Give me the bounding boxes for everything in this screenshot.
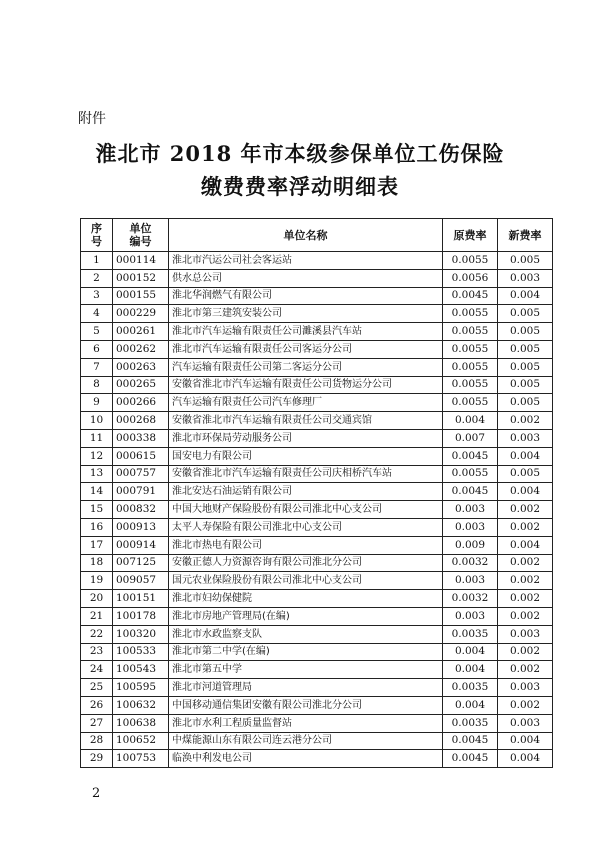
row-unit-name: 淮北市妇幼保健院: [169, 590, 443, 608]
table-row: [81, 643, 553, 661]
row-code: 100151: [113, 590, 169, 608]
row-old-rate: 0.004: [443, 643, 498, 661]
row-unit-name: 中国移动通信集团安徽有限公司淮北分公司: [169, 696, 443, 714]
row-new-rate: 0.002: [498, 696, 553, 714]
row-seq: 3: [81, 287, 113, 305]
table-row: [81, 536, 553, 554]
row-seq: 9: [81, 394, 113, 412]
row-unit-name: 淮北市汽车运输有限责任公司濉溪县汽车站: [169, 323, 443, 341]
row-old-rate: 0.007: [443, 429, 498, 447]
table-row: [81, 376, 553, 394]
row-unit-name: 淮北市热电有限公司: [169, 536, 443, 554]
row-old-rate: 0.0032: [443, 554, 498, 572]
row-code: 000914: [113, 536, 169, 554]
row-new-rate: 0.003: [498, 269, 553, 287]
page-number: 2: [92, 786, 101, 801]
row-old-rate: 0.0055: [443, 252, 498, 270]
row-old-rate: 0.0032: [443, 590, 498, 608]
row-code: 009057: [113, 572, 169, 590]
table-row: [81, 661, 553, 679]
row-unit-name: 临涣中利发电公司: [169, 750, 443, 768]
row-code: 000265: [113, 376, 169, 394]
row-code: 000268: [113, 412, 169, 430]
row-seq: 17: [81, 536, 113, 554]
row-unit-name: 安徽正德人力资源咨询有限公司淮北分公司: [169, 554, 443, 572]
row-new-rate: 0.002: [498, 412, 553, 430]
table-row: [81, 340, 553, 358]
table-row: [81, 429, 553, 447]
row-unit-name: 安徽省淮北市汽车运输有限责任公司货物运分公司: [169, 376, 443, 394]
row-new-rate: 0.003: [498, 429, 553, 447]
row-code: 000266: [113, 394, 169, 412]
row-code: 100533: [113, 643, 169, 661]
row-code: 100543: [113, 661, 169, 679]
row-unit-name: 汽车运输有限责任公司第二客运分公司: [169, 358, 443, 376]
row-new-rate: 0.002: [498, 643, 553, 661]
row-old-rate: 0.003: [443, 607, 498, 625]
row-new-rate: 0.003: [498, 625, 553, 643]
header-code: 单位 编号: [113, 219, 169, 252]
attachment-label: 附件: [78, 111, 106, 127]
row-unit-name: 淮北市第三建筑安装公司: [169, 305, 443, 323]
row-old-rate: 0.0055: [443, 323, 498, 341]
row-seq: 10: [81, 412, 113, 430]
header-row: [81, 219, 553, 252]
row-unit-name: 淮北市环保局劳动服务公司: [169, 429, 443, 447]
document-title-line-2: 缴费费率浮动明细表: [201, 174, 399, 199]
table-row: [81, 287, 553, 305]
row-old-rate: 0.004: [443, 412, 498, 430]
table-row: [81, 750, 553, 768]
row-new-rate: 0.002: [498, 554, 553, 572]
table-row: [81, 714, 553, 732]
row-unit-name: 淮北市水利工程质量监督站: [169, 714, 443, 732]
row-old-rate: 0.0055: [443, 358, 498, 376]
row-old-rate: 0.0055: [443, 340, 498, 358]
row-unit-name: 淮北市房地产管理局(在编): [169, 607, 443, 625]
row-new-rate: 0.005: [498, 376, 553, 394]
row-old-rate: 0.0035: [443, 714, 498, 732]
row-seq: 6: [81, 340, 113, 358]
row-old-rate: 0.0056: [443, 269, 498, 287]
row-unit-name: 中国大地财产保险股份有限公司淮北中心支公司: [169, 501, 443, 519]
row-unit-name: 淮北市第二中学(在编): [169, 643, 443, 661]
row-new-rate: 0.005: [498, 252, 553, 270]
row-code: 000757: [113, 465, 169, 483]
table-row: [81, 590, 553, 608]
header-new-rate: 新费率: [498, 219, 553, 252]
row-new-rate: 0.002: [498, 518, 553, 536]
row-code: 000155: [113, 287, 169, 305]
table-header: [81, 219, 553, 252]
row-seq: 22: [81, 625, 113, 643]
table-row: [81, 679, 553, 697]
table-row: [81, 465, 553, 483]
row-old-rate: 0.0055: [443, 376, 498, 394]
row-seq: 11: [81, 429, 113, 447]
row-code: 000615: [113, 447, 169, 465]
header-seq: 序 号: [81, 219, 113, 252]
row-seq: 23: [81, 643, 113, 661]
row-seq: 21: [81, 607, 113, 625]
table-row: [81, 732, 553, 750]
row-old-rate: 0.003: [443, 572, 498, 590]
row-seq: 8: [81, 376, 113, 394]
row-new-rate: 0.004: [498, 732, 553, 750]
row-seq: 15: [81, 501, 113, 519]
row-code: 100595: [113, 679, 169, 697]
row-seq: 7: [81, 358, 113, 376]
row-code: 100178: [113, 607, 169, 625]
row-old-rate: 0.0045: [443, 447, 498, 465]
row-old-rate: 0.0055: [443, 394, 498, 412]
document-title-line-1: 淮北市 2018 年市本级参保单位工伤保险: [95, 141, 505, 166]
row-code: 007125: [113, 554, 169, 572]
row-new-rate: 0.005: [498, 323, 553, 341]
row-code: 100638: [113, 714, 169, 732]
row-old-rate: 0.003: [443, 501, 498, 519]
table-row: [81, 518, 553, 536]
table-row: [81, 269, 553, 287]
row-old-rate: 0.0045: [443, 483, 498, 501]
row-seq: 19: [81, 572, 113, 590]
row-old-rate: 0.0045: [443, 732, 498, 750]
row-unit-name: 供水总公司: [169, 269, 443, 287]
row-unit-name: 淮北市河道管理局: [169, 679, 443, 697]
row-old-rate: 0.0035: [443, 625, 498, 643]
row-new-rate: 0.004: [498, 536, 553, 554]
row-seq: 25: [81, 679, 113, 697]
row-unit-name: 汽车运输有限责任公司汽车修理厂: [169, 394, 443, 412]
row-seq: 13: [81, 465, 113, 483]
header-name: 单位名称: [169, 219, 443, 252]
table-row: [81, 696, 553, 714]
row-seq: 27: [81, 714, 113, 732]
row-code: 000832: [113, 501, 169, 519]
row-code: 000913: [113, 518, 169, 536]
row-new-rate: 0.004: [498, 287, 553, 305]
row-code: 000114: [113, 252, 169, 270]
row-old-rate: 0.009: [443, 536, 498, 554]
row-seq: 4: [81, 305, 113, 323]
row-code: 100753: [113, 750, 169, 768]
row-new-rate: 0.005: [498, 394, 553, 412]
row-code: 000229: [113, 305, 169, 323]
table-row: [81, 625, 553, 643]
row-seq: 20: [81, 590, 113, 608]
row-new-rate: 0.005: [498, 340, 553, 358]
row-seq: 16: [81, 518, 113, 536]
row-unit-name: 国安电力有限公司: [169, 447, 443, 465]
row-old-rate: 0.003: [443, 518, 498, 536]
row-old-rate: 0.0035: [443, 679, 498, 697]
table-row: [81, 252, 553, 270]
row-new-rate: 0.002: [498, 590, 553, 608]
row-new-rate: 0.005: [498, 465, 553, 483]
row-seq: 18: [81, 554, 113, 572]
row-new-rate: 0.003: [498, 679, 553, 697]
row-old-rate: 0.0055: [443, 465, 498, 483]
row-code: 100632: [113, 696, 169, 714]
row-new-rate: 0.005: [498, 358, 553, 376]
row-unit-name: 淮北市汽车运输有限责任公司客运分公司: [169, 340, 443, 358]
row-code: 000338: [113, 429, 169, 447]
table-row: [81, 483, 553, 501]
row-code: 100652: [113, 732, 169, 750]
header-old-rate: 原费率: [443, 219, 498, 252]
row-new-rate: 0.004: [498, 447, 553, 465]
row-unit-name: 淮北安达石油运销有限公司: [169, 483, 443, 501]
row-old-rate: 0.0045: [443, 750, 498, 768]
table-row: [81, 554, 553, 572]
table-row: [81, 607, 553, 625]
row-new-rate: 0.002: [498, 661, 553, 679]
row-code: 000262: [113, 340, 169, 358]
row-seq: 12: [81, 447, 113, 465]
row-seq: 5: [81, 323, 113, 341]
row-new-rate: 0.002: [498, 572, 553, 590]
table-row: [81, 394, 553, 412]
row-unit-name: 淮北市水政监察支队: [169, 625, 443, 643]
row-unit-name: 国元农业保险股份有限公司淮北中心支公司: [169, 572, 443, 590]
row-seq: 26: [81, 696, 113, 714]
row-new-rate: 0.004: [498, 483, 553, 501]
table-row: [81, 305, 553, 323]
table-row: [81, 501, 553, 519]
row-unit-name: 淮北华润燃气有限公司: [169, 287, 443, 305]
row-new-rate: 0.005: [498, 305, 553, 323]
row-old-rate: 0.0045: [443, 287, 498, 305]
table-row: [81, 447, 553, 465]
table-row: [81, 572, 553, 590]
row-new-rate: 0.004: [498, 750, 553, 768]
row-unit-name: 安徽省淮北市汽车运输有限责任公司交通宾馆: [169, 412, 443, 430]
row-unit-name: 中煤能源山东有限公司连云港分公司: [169, 732, 443, 750]
row-old-rate: 0.004: [443, 696, 498, 714]
row-new-rate: 0.003: [498, 714, 553, 732]
row-unit-name: 安徽省淮北市汽车运输有限责任公司庆相桥汽车站: [169, 465, 443, 483]
table-row: [81, 412, 553, 430]
row-old-rate: 0.0055: [443, 305, 498, 323]
row-code: 000263: [113, 358, 169, 376]
row-unit-name: 太平人寿保险有限公司淮北中心支公司: [169, 518, 443, 536]
row-unit-name: 淮北市汽运公司社会客运站: [169, 252, 443, 270]
row-seq: 24: [81, 661, 113, 679]
row-seq: 29: [81, 750, 113, 768]
rate-table: [80, 218, 553, 768]
row-seq: 1: [81, 252, 113, 270]
row-seq: 2: [81, 269, 113, 287]
row-code: 100320: [113, 625, 169, 643]
table-body: [81, 252, 553, 768]
table-row: [81, 323, 553, 341]
row-code: 000261: [113, 323, 169, 341]
row-unit-name: 淮北市第五中学: [169, 661, 443, 679]
row-old-rate: 0.004: [443, 661, 498, 679]
row-seq: 28: [81, 732, 113, 750]
row-new-rate: 0.002: [498, 501, 553, 519]
row-new-rate: 0.002: [498, 607, 553, 625]
row-code: 000791: [113, 483, 169, 501]
row-code: 000152: [113, 269, 169, 287]
table-row: [81, 358, 553, 376]
row-seq: 14: [81, 483, 113, 501]
